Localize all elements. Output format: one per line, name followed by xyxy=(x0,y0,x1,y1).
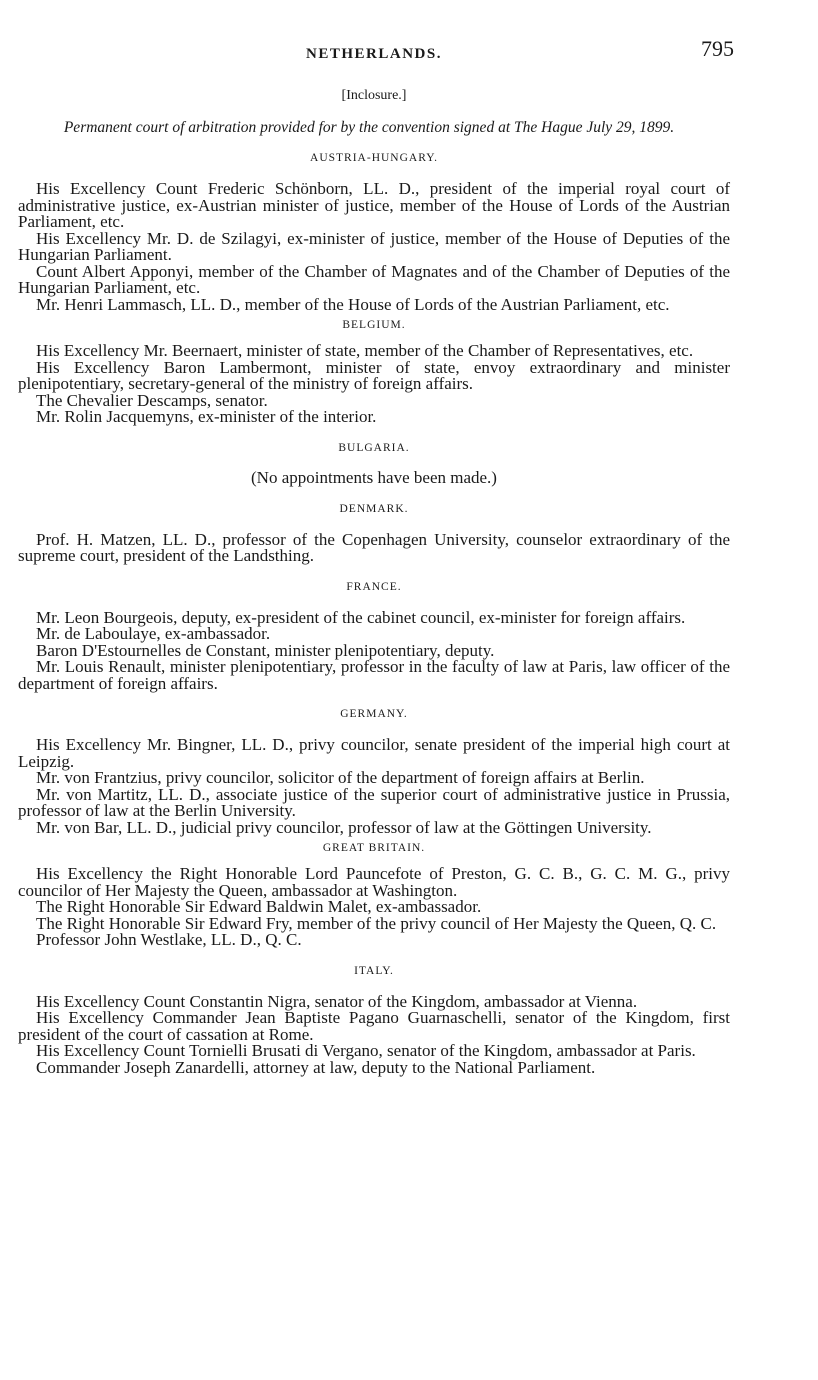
document-page xyxy=(18,36,734,1077)
appointee-entry: His Excellency Baron Lambermont, minister of state, envoy extraordinary and minister plenipotentiary, secretary-general of the ministry of foreign affairs. xyxy=(18,357,730,393)
appointee-entry: Mr. von Bar, LL. D., judicial privy councilor, professor of law at the Göttingen University. xyxy=(36,817,652,837)
appointee-entry: His Excellency Mr. D. de Szilagyi, ex-minister of justice, member of the House of Deputies of the Hungarian Parliament. xyxy=(18,228,730,264)
country-heading: DENMARK. xyxy=(339,502,409,515)
no-appointments-note: (No appointments have been made.) xyxy=(251,467,497,487)
appointee-entry: Mr. von Frantzius, privy councilor, solicitor of the department of foreign affairs at Berlin. xyxy=(36,768,645,787)
appointee-entry: The Right Honorable Sir Edward Baldwin Malet, ex-ambassador. xyxy=(36,897,482,916)
country-heading: FRANCE. xyxy=(346,580,402,593)
page-number: 795 xyxy=(701,36,734,61)
country-heading: AUSTRIA-HUNGARY. xyxy=(310,152,438,164)
country-section-denmark xyxy=(18,487,730,565)
country-heading: ITALY. xyxy=(354,964,394,977)
appointee-entry: Prof. H. Matzen, LL. D., professor of the Copenhagen University, counselor extraordinary of the supreme court, president of the Landsthing. xyxy=(18,529,730,565)
appointee-entry: Count Albert Apponyi, member of the Chamber of Magnates and of the Chamber of Deputies of the Hungarian Parliament, etc. xyxy=(18,261,730,297)
appointee-entry: Mr. Louis Renault, minister plenipotentiary, professor in the faculty of law at Paris, law officer of the department of foreign affairs. xyxy=(18,657,730,693)
appointee-entry: Mr. de Laboulaye, ex-ambassador. xyxy=(36,624,271,643)
appointee-entry: Mr. Rolin Jacquemyns, ex-minister of the interior. xyxy=(36,407,377,426)
appointee-entry: Mr. von Martitz, LL. D., associate justice of the superior court of administrative justice in Prussia, professor of law at the Berlin University. xyxy=(18,784,730,820)
appointee-entry: His Excellency Count Constantin Nigra, senator of the Kingdom, ambassador at Vienna. xyxy=(36,991,638,1011)
inclosure-label: [Inclosure.] xyxy=(341,88,407,103)
country-section-belgium xyxy=(18,313,730,426)
appointee-entry: His Excellency the Right Honorable Lord Pauncefote of Preston, G. C. B., G. C. M. G., privy councilor of Her Majesty the Queen, ambassador at Washington. xyxy=(18,864,730,900)
appointee-entry: Professor John Westlake, LL. D., Q. C. xyxy=(36,930,302,949)
appointee-entry: His Excellency Commander Jean Baptiste Pagano Guarnaschelli, senator of the Kingdom, first president of the court of cassation at Rome. xyxy=(18,1008,730,1044)
appointee-entry: The Chevalier Descamps, senator. xyxy=(36,390,268,410)
country-heading: GREAT BRITAIN. xyxy=(322,842,426,854)
document-subtitle: Permanent court of arbitration provided for by the convention signed at The Hague July 29, 1899. xyxy=(63,119,675,136)
appointee-entry: His Excellency Mr. Bingner, LL. D., privy councilor, senate president of the imperial high court at Leipzig. xyxy=(18,735,730,771)
country-section-germany xyxy=(18,692,730,836)
appointee-entry: His Excellency Mr. Beernaert, minister of state, member of the Chamber of Representatives, etc. xyxy=(36,341,694,360)
country-section-bulgaria xyxy=(18,426,730,487)
appointee-entry: The Right Honorable Sir Edward Fry, member of the privy council of Her Majesty the Queen, Q. C. xyxy=(36,913,717,933)
country-heading: BULGARIA. xyxy=(338,441,410,454)
running-header xyxy=(18,36,734,66)
running-title: NETHERLANDS. xyxy=(306,46,442,62)
appointee-entry: Commander Joseph Zanardelli, attorney at law, deputy to the National Parliament. xyxy=(36,1057,596,1077)
country-section-france xyxy=(18,565,730,693)
country-section-great-britain xyxy=(18,836,730,949)
country-heading: GERMANY. xyxy=(340,708,408,720)
appointee-entry: His Excellency Count Tornielli Brusati di Vergano, senator of the Kingdom, ambassador at Paris. xyxy=(36,1041,696,1060)
country-section-austria-hungary xyxy=(18,136,730,313)
country-heading: BELGIUM. xyxy=(342,319,406,331)
appointee-entry: Mr. Leon Bourgeois, deputy, ex-president of the cabinet council, ex-minister for foreign affairs. xyxy=(36,607,686,627)
appointee-entry: His Excellency Count Frederic Schönborn, LL. D., president of the imperial royal court of administrative justice, ex-Austrian minister of justice, member of the House of Lords of the Austrian Parliament, etc. xyxy=(18,179,730,231)
appointee-entry: Mr. Henri Lammasch, LL. D., member of the House of Lords of the Austrian Parliament, etc. xyxy=(36,294,670,314)
country-section-italy xyxy=(18,949,730,1077)
appointee-entry: Baron D'Estournelles de Constant, minister plenipotentiary, deputy. xyxy=(36,640,495,660)
